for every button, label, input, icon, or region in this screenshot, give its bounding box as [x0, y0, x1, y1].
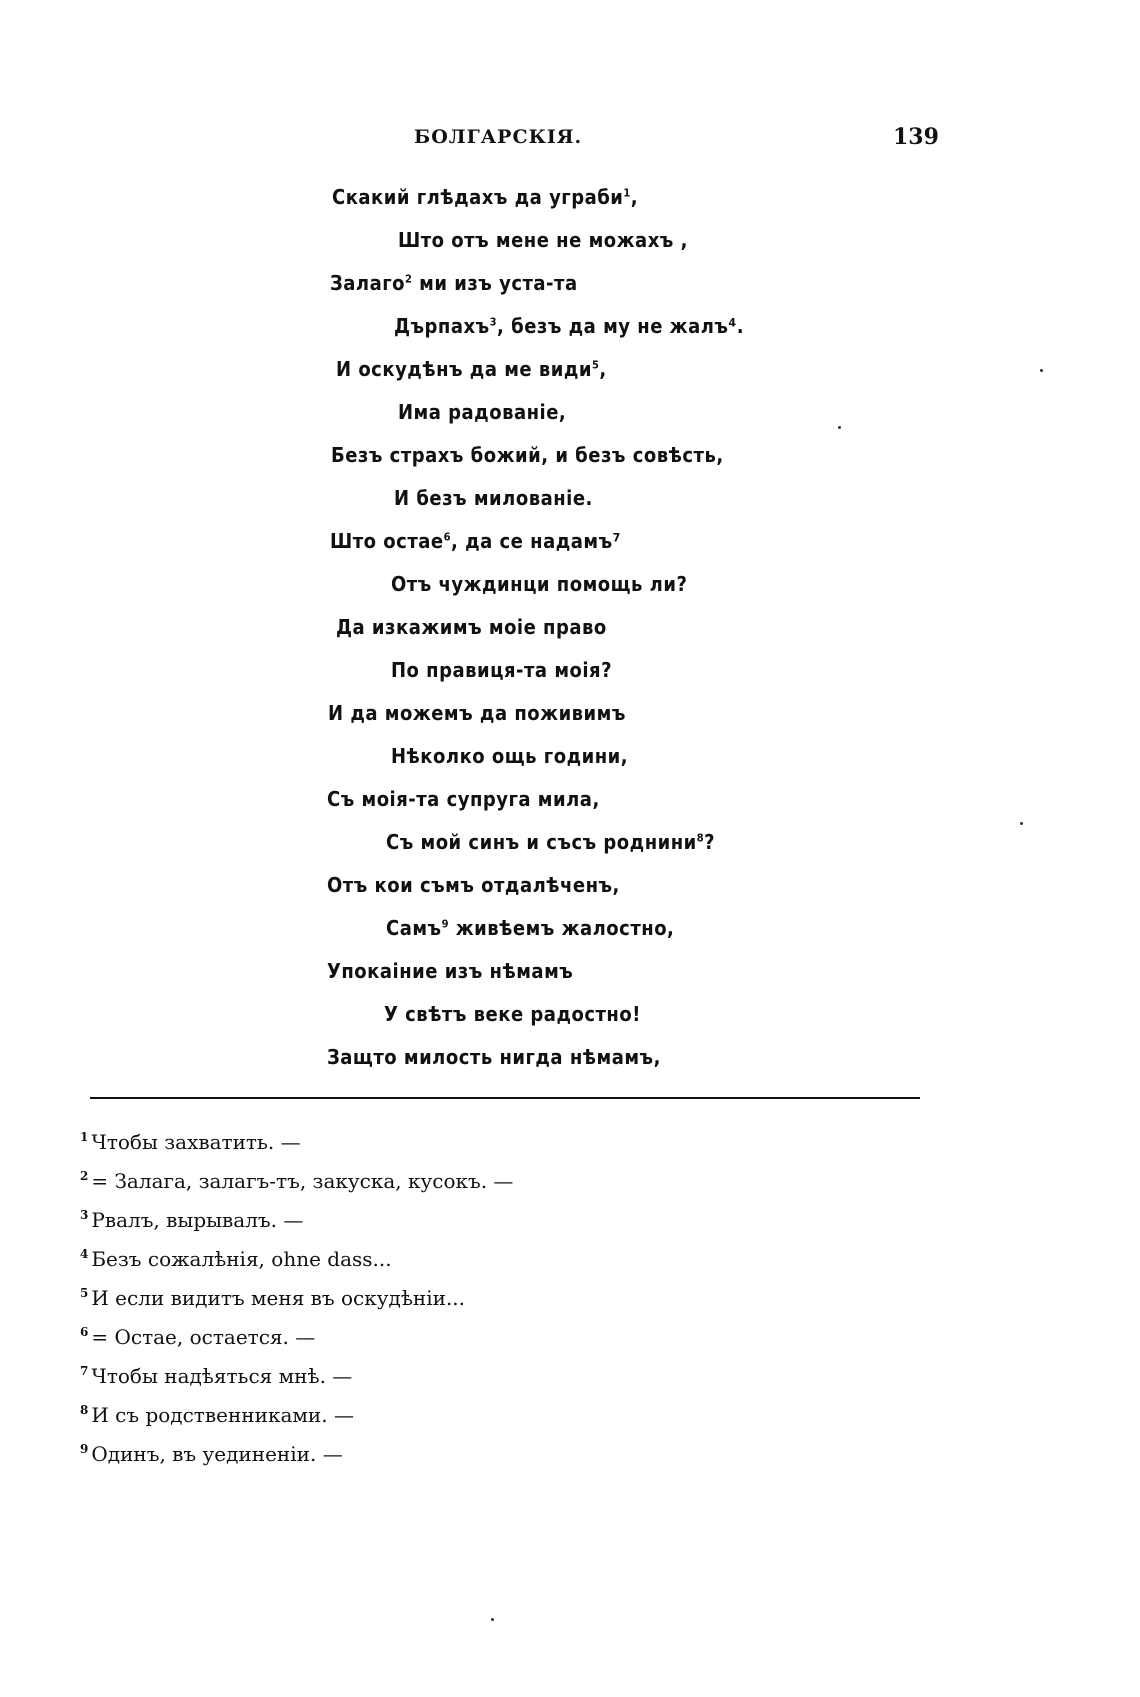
running-head: БОЛГАРСКІЯ.: [414, 126, 583, 148]
footnote-divider: [90, 1097, 920, 1099]
poem-line: Защто милость нигда нѣмамъ,: [327, 1045, 661, 1069]
print-speck: [1040, 369, 1043, 372]
poem-line: Отъ чуждинци помощь ли?: [391, 572, 688, 596]
poem-line: По правиця-та моія?: [391, 658, 613, 682]
poem-line: Съ моія-та супруга мила,: [327, 787, 600, 811]
footnote: $^4$ Безъ сожалѣнія, ohne dass...: [80, 1247, 392, 1271]
poem-line: Да изкажимъ моіе право: [336, 615, 607, 639]
poem-line: Безъ страхъ божий, и безъ совѣсть,: [331, 443, 724, 467]
page-number: 139: [893, 124, 939, 150]
footnote: $^2$ = Залага, залагъ-тъ, закуска, кусокъ. —: [80, 1169, 514, 1193]
poem-line: Дърпахъ$^3$, безъ да му не жалъ⁴.: [394, 314, 745, 338]
print-speck: [838, 426, 841, 429]
footnote: $^5$ И если видитъ меня въ оскудѣніи...: [80, 1286, 466, 1310]
poem-line: У свѣтъ веке радостно!: [384, 1002, 641, 1026]
footnote: $^6$ = Остае, остается. —: [80, 1325, 316, 1349]
footnote: $^8$ И съ родственниками. —: [80, 1403, 354, 1427]
poem-line: И да можемъ да поживимъ: [328, 701, 626, 725]
footnote: $^3$ Рвалъ, вырывалъ. —: [80, 1208, 304, 1232]
poem-line: И оскудѣнъ да ме види$^5$,: [336, 357, 607, 381]
footnote: $^7$ Чтобы надѣяться мнѣ. —: [80, 1364, 353, 1388]
print-speck: [491, 1618, 494, 1621]
poem-line: Што остае$^6$, да се надамъ⁷: [330, 529, 621, 553]
poem-line: Скакий глѣдахъ да уграби$^1$,: [332, 185, 639, 209]
poem-line: И безъ милованіе.: [394, 486, 593, 510]
poem-line: Има радованіе,: [398, 400, 567, 424]
print-speck: [1020, 822, 1023, 825]
poem-line: Што отъ мене не можахъ ,: [398, 228, 688, 252]
poem-line: Упокаіние изъ нѣмамъ: [327, 959, 574, 983]
poem-line: Съ мой синъ и съсъ роднини$^8$?: [386, 830, 716, 854]
footnote: $^9$ Одинъ, въ уединеніи. —: [80, 1442, 343, 1466]
poem-line: Самъ$^9$ живѣемъ жалостно,: [386, 916, 675, 940]
footnote: $^1$ Чтобы захватить. —: [80, 1130, 301, 1154]
poem-line: Нѣколко ощь години,: [391, 744, 629, 768]
poem-line: Залаго$^2$ ми изъ уста-та: [330, 271, 578, 295]
poem-line: Отъ кои съмъ отдалѣченъ,: [327, 873, 620, 897]
